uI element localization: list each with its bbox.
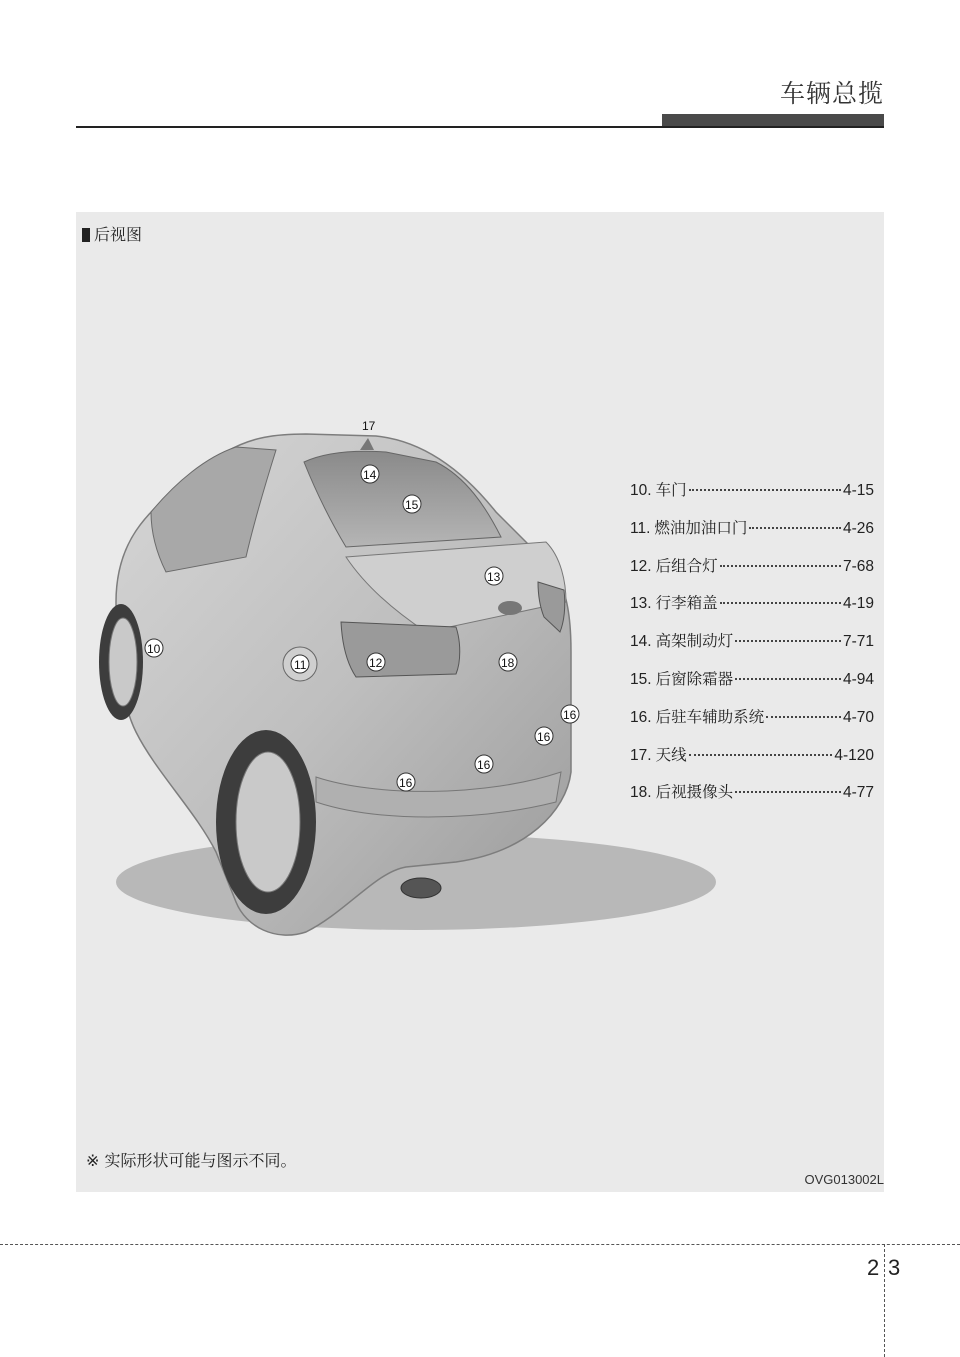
section-title-text: 后视图 <box>94 225 143 244</box>
leader-dots <box>689 489 841 491</box>
leader-dots <box>735 640 841 642</box>
legend-item <box>630 780 874 818</box>
legend-item <box>630 516 874 554</box>
disclaimer-note: ※ 实际形状可能与图示不同。 <box>86 1151 297 1170</box>
legend-item <box>630 554 874 592</box>
leader-dots <box>689 754 833 756</box>
legend-number: 14. <box>630 633 652 651</box>
svg-text:12: 12 <box>369 656 383 670</box>
leader-dots <box>720 565 841 567</box>
header-rule <box>76 126 884 128</box>
callout-11 <box>291 655 309 673</box>
svg-text:16: 16 <box>477 758 491 772</box>
figure-panel <box>76 212 884 1192</box>
svg-text:13: 13 <box>487 570 501 584</box>
callout-16c <box>475 755 493 773</box>
svg-text:16: 16 <box>537 730 551 744</box>
exhaust-pipe <box>401 878 441 898</box>
callout-16b <box>535 727 553 745</box>
legend-label: 后驻车辅助系统 <box>655 708 765 726</box>
legend-number: 16. <box>630 708 652 726</box>
callout-16a <box>561 705 579 723</box>
header-title: 车辆总揽 <box>779 79 884 108</box>
legend-item <box>630 629 874 667</box>
footer-divider <box>884 1244 885 1357</box>
callout-14 <box>361 465 379 483</box>
leader-dots <box>735 791 841 793</box>
svg-text:10: 10 <box>147 642 161 656</box>
legend-page-ref: 4-94 <box>842 670 874 688</box>
callout-13 <box>485 567 503 585</box>
legend-item <box>630 667 874 705</box>
legend-number: 17. <box>630 746 652 764</box>
legend-page-ref: 4-77 <box>842 784 874 802</box>
leader-dots <box>720 602 841 604</box>
callout-15 <box>403 495 421 513</box>
svg-text:14: 14 <box>363 468 377 482</box>
legend-label: 燃油加油口门 <box>654 519 748 537</box>
svg-text:17: 17 <box>362 419 376 433</box>
legend-label: 天线 <box>655 746 687 764</box>
leader-dots <box>735 678 841 680</box>
svg-text:11: 11 <box>294 658 307 672</box>
svg-text:18: 18 <box>501 656 515 670</box>
callout-10 <box>145 639 163 657</box>
svg-text:16: 16 <box>399 776 413 790</box>
svg-text:15: 15 <box>405 498 419 512</box>
chapter-number: 2 <box>867 1255 880 1280</box>
legend-item <box>630 743 874 781</box>
legend-label: 行李箱盖 <box>655 595 718 613</box>
callout-12 <box>367 653 385 671</box>
legend-label: 后视摄像头 <box>655 784 734 802</box>
leader-dots <box>749 527 841 529</box>
image-code: OVG013002L <box>804 1172 884 1187</box>
callout-18 <box>499 653 517 671</box>
emblem <box>498 601 522 615</box>
legend-page-ref: 4-70 <box>842 708 874 726</box>
front-wheel-rim <box>109 618 137 706</box>
leader-dots <box>766 716 841 718</box>
svg-text:16: 16 <box>563 708 577 722</box>
legend-number: 11. <box>630 519 651 537</box>
legend-label: 高架制动灯 <box>655 633 734 651</box>
legend-number: 10. <box>630 482 652 499</box>
legend-item <box>630 591 874 629</box>
legend-number: 15. <box>630 670 652 688</box>
legend-label: 车门 <box>655 482 687 499</box>
legend-page-ref: 4-15 <box>842 482 874 499</box>
footer-rule <box>0 1244 960 1245</box>
legend-label: 后组合灯 <box>655 557 718 575</box>
callout-16d <box>397 773 415 791</box>
legend-label: 后窗除霜器 <box>655 670 734 688</box>
legend-number: 13. <box>630 595 652 613</box>
legend-item <box>630 705 874 743</box>
legend-page-ref: 7-71 <box>842 633 874 651</box>
legend-page-ref: 7-68 <box>842 557 874 575</box>
tail-light <box>341 622 460 677</box>
callout-17 <box>362 419 376 433</box>
legend-page-ref: 4-120 <box>834 746 874 764</box>
parts-legend <box>630 478 874 818</box>
legend-number: 12. <box>630 557 652 575</box>
rear-wheel-rim <box>236 752 300 892</box>
legend-page-ref: 4-26 <box>842 519 874 537</box>
page-number: 3 <box>888 1255 901 1280</box>
legend-number: 18. <box>630 784 652 802</box>
legend-page-ref: 4-19 <box>842 595 874 613</box>
legend-item <box>630 478 874 516</box>
